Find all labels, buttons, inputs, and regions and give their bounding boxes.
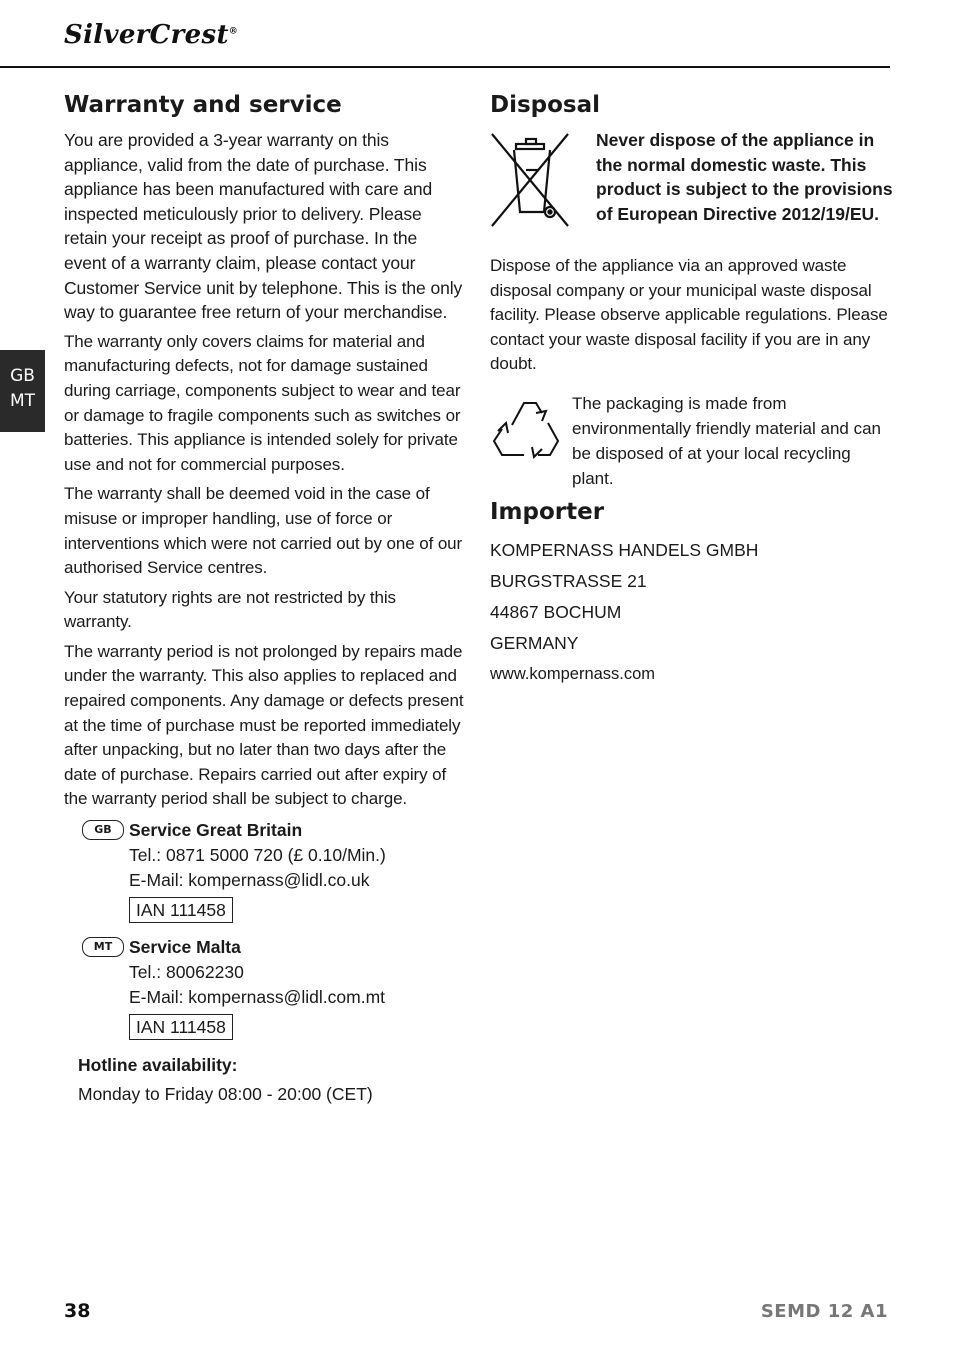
warranty-heading: Warranty and service xyxy=(64,92,342,118)
model-number: SEMD 12 A1 xyxy=(760,1301,888,1322)
mt-country-badge: MT xyxy=(82,937,124,957)
language-tab-gb: GB xyxy=(10,366,35,386)
disposal-text: Dispose of the appliance via an approved waste disposal company or your municipal waste disposal facility. Please observe applicable regulations. Please contact your waste disposal facility if you are in any doubt. xyxy=(490,256,888,374)
service-tel: Tel.: 0871 5000 720 (£ 0.10/Min.) xyxy=(129,845,386,866)
service-title: Service Great Britain xyxy=(129,820,303,841)
language-tab-mt: MT xyxy=(9,391,36,411)
hotline-title: Hotline availability: xyxy=(78,1055,238,1076)
page-number: 38 xyxy=(64,1300,91,1322)
importer-heading: Importer xyxy=(490,498,605,525)
service-title: Service Malta xyxy=(129,937,241,958)
disposal-heading: Disposal xyxy=(490,92,601,118)
crossed-out-bin-icon xyxy=(490,128,572,236)
warranty-void: The warranty shall be deemed void in the case of misuse or improper handling, use of force or interventions which were not carried out by one of our authorised Service centres. xyxy=(64,484,463,578)
importer-country: GERMANY xyxy=(490,632,579,653)
recycling-icon xyxy=(490,395,564,469)
importer-street: BURGSTRASSE 21 xyxy=(490,570,647,591)
warranty-coverage: The warranty only covers claims for material and manufacturing defects, not for damage sustained during carriage, components subject to wear and tear or damage to fragile components such as switches or batteries. This appliance is intended solely for private use and not for commercial purposes. xyxy=(64,331,461,474)
importer-website: www.kompernass.com xyxy=(490,664,656,683)
service-email: E-Mail: kompernass@lidl.co.uk xyxy=(129,870,370,891)
language-tab xyxy=(0,350,45,432)
importer-company: KOMPERNASS HANDELS GMBH xyxy=(490,539,759,560)
disposal-section xyxy=(490,92,893,690)
brand-logo: SilverCrest® xyxy=(64,20,239,50)
service-email: E-Mail: kompernass@lidl.com.mt xyxy=(129,987,386,1008)
header-rule xyxy=(0,66,890,68)
warranty-period: The warranty period is not prolonged by repairs made under the warranty. This also applies to replaced and repaired components. Any damage or defects present at the time of purchase must be reported immediately after unpacking, but no later than two days after the date of purchase. Repairs carried out after expiry of the warranty period shall be subject to charge. xyxy=(64,641,464,809)
gb-country-badge: GB xyxy=(82,820,124,840)
service-tel: Tel.: 80062230 xyxy=(129,962,244,983)
importer-city: 44867 BOCHUM xyxy=(490,601,622,622)
hotline-hours: Monday to Friday 08:00 - 20:00 (CET) xyxy=(78,1084,373,1105)
warranty-intro: You are provided a 3-year warranty on this appliance, valid from the date of purchase. This appliance has been manufactured with care and inspected meticulously prior to delivery. Please retain your receipt as proof of purchase. In the event of a warranty claim, please contact your Customer Service unit by telephone. This is the only way to guarantee free return of your merchandise. xyxy=(64,130,463,323)
warranty-section xyxy=(64,92,464,1110)
service-great-britain xyxy=(64,818,464,923)
hotline xyxy=(64,1052,464,1110)
packaging-block xyxy=(490,391,890,491)
disposal-warning-block xyxy=(490,128,893,254)
warranty-statutory: Your statutory rights are not restricted by this warranty. xyxy=(64,587,396,632)
packaging-text: The packaging is made from environmentally friendly material and can be disposed of at your local recycling plant. xyxy=(572,393,881,488)
ian-box: IAN 111458 xyxy=(129,897,233,923)
ian-box: IAN 111458 xyxy=(129,1014,233,1040)
service-malta xyxy=(64,935,464,1040)
disposal-warning: Never dispose of the appliance in the normal domestic waste. This product is subject to the provisions of European Directive 2012/19/EU. xyxy=(596,130,893,224)
importer-address xyxy=(490,535,890,690)
